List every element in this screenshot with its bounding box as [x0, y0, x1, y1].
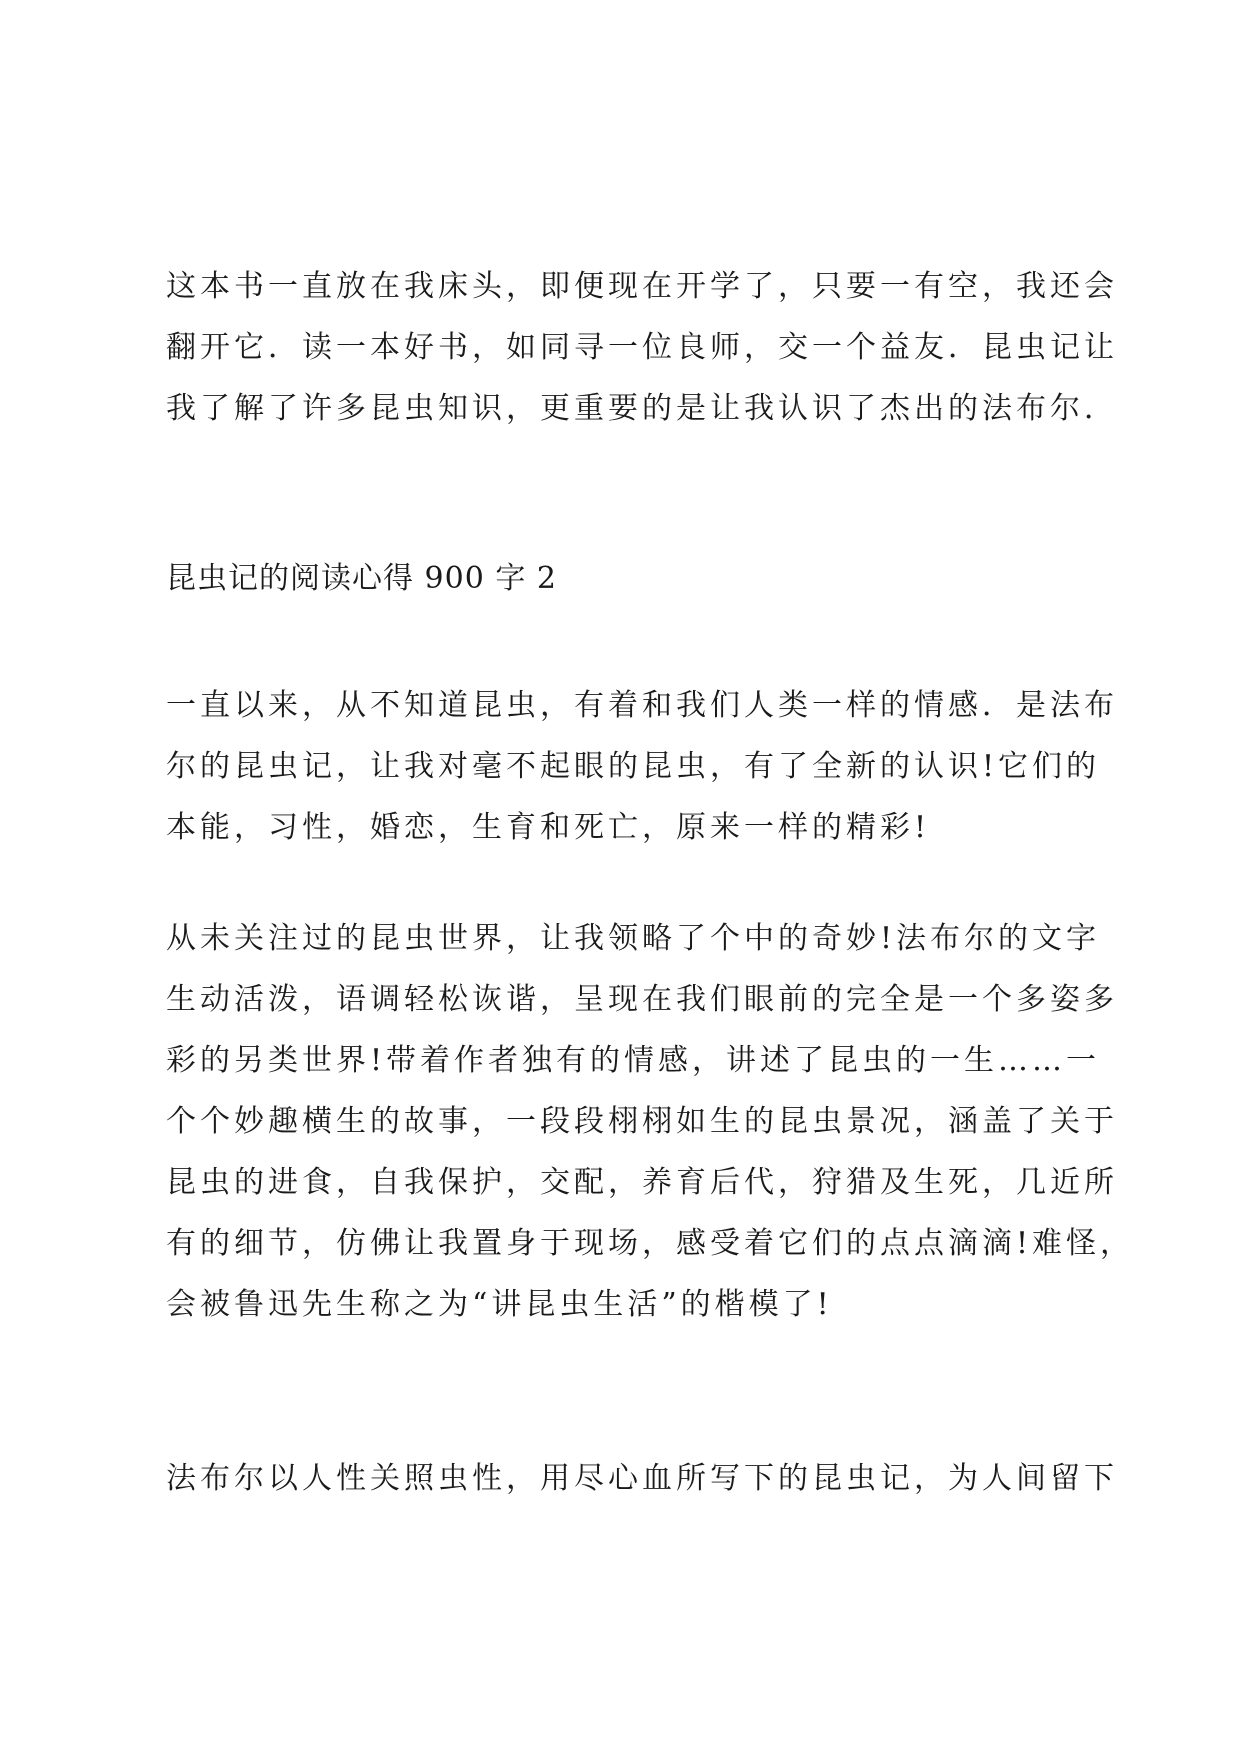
paragraph: [166, 908, 1135, 1335]
paragraph-line: 法布尔以人性关照虫性，用尽心血所写下的昆虫记，为人间留下: [166, 1461, 1118, 1496]
section-heading-text: 昆虫记的阅读心得 900 字 2: [166, 561, 557, 596]
paragraph-line: 有的细节，仿佛让我置身于现场，感受着它们的点点滴滴!难怪，: [166, 1226, 1135, 1261]
paragraph-line: 我了解了许多昆虫知识，更重要的是让我认识了杰出的法布尔．: [166, 391, 1118, 426]
paragraph-line: 翻开它．读一本好书，如同寻一位良师，交一个益友．昆虫记让: [166, 330, 1118, 365]
paragraph-line: 本能，习性，婚恋，生育和死亡，原来一样的精彩!: [166, 810, 931, 845]
paragraph-line: 彩的另类世界!带着作者独有的情感，讲述了昆虫的一生……一: [166, 1043, 1101, 1078]
paragraph: [166, 675, 1118, 858]
section-heading: [166, 548, 1096, 609]
paragraph-line: 会被鲁迅先生称之为“讲昆虫生活”的楷模了!: [166, 1287, 833, 1322]
paragraph-line: 一直以来，从不知道昆虫，有着和我们人类一样的情感．是法布: [166, 688, 1118, 723]
paragraph: [166, 1448, 1118, 1509]
paragraph-line: 生动活泼，语调轻松诙谐，呈现在我们眼前的完全是一个多姿多: [166, 982, 1118, 1017]
paragraph-line: 尔的昆虫记，让我对毫不起眼的昆虫，有了全新的认识!它们的: [166, 749, 1101, 784]
paragraph-line: 从未关注过的昆虫世界，让我领略了个中的奇妙!法布尔的文字: [166, 921, 1101, 956]
paragraph: [166, 256, 1118, 439]
paragraph-line: 昆虫的进食，自我保护，交配，养育后代，狩猎及生死，几近所: [166, 1165, 1118, 1200]
paragraph-line: 这本书一直放在我床头，即便现在开学了，只要一有空，我还会: [166, 269, 1118, 304]
paragraph-line: 个个妙趣横生的故事，一段段栩栩如生的昆虫景况，涵盖了关于: [166, 1104, 1118, 1139]
